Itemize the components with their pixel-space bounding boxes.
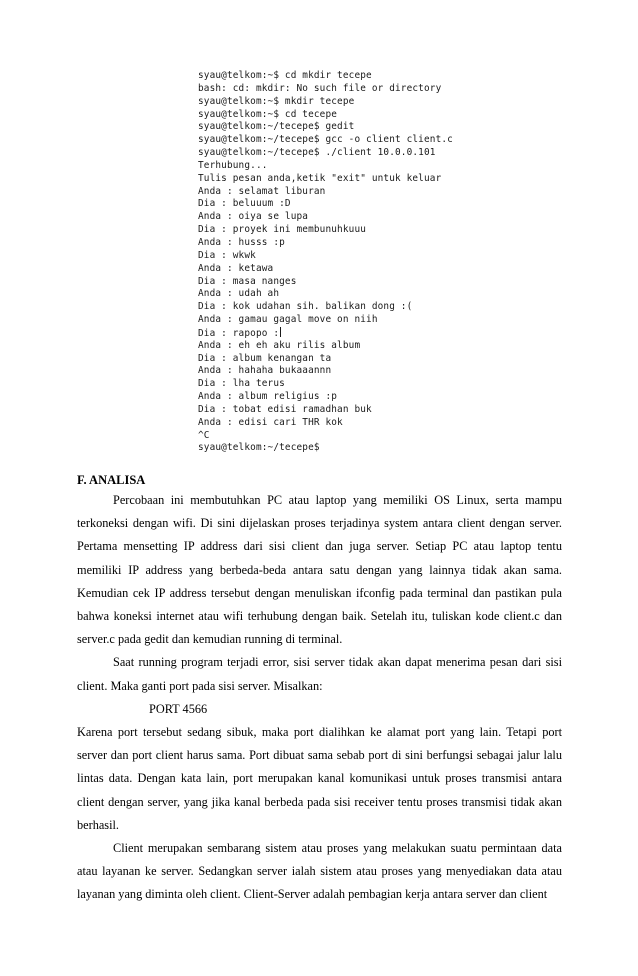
terminal-line: Tulis pesan anda,ketik "exit" untuk keluar (198, 172, 442, 184)
terminal-line: Anda : gamau gagal move on niih (198, 314, 378, 326)
terminal-line: Anda : udah ah (198, 288, 280, 300)
terminal-line: bash: cd: mkdir: No such file or directory (198, 82, 442, 94)
terminal-line: Anda : ketawa (198, 262, 274, 274)
terminal-line: ^C (198, 429, 210, 441)
text-cursor (280, 327, 281, 337)
terminal-line: Dia : wkwk (198, 249, 256, 261)
terminal-line: Dia : tobat edisi ramadhan buk (198, 403, 372, 415)
terminal-line: syau@telkom:~/tecepe$ (198, 442, 320, 454)
terminal-line: syau@telkom:~/tecepe$ ./client 10.0.0.101 (198, 147, 436, 159)
terminal-line: Dia : rapopo : (198, 327, 280, 339)
terminal-line: Anda : oiya se lupa (198, 211, 309, 223)
terminal-line: Anda : eh eh aku rilis album (198, 339, 361, 351)
terminal-line: Dia : lha terus (198, 378, 285, 390)
terminal-line: syau@telkom:~/tecepe$ gcc -o client client.c (198, 134, 453, 146)
terminal-line: Anda : selamat liburan (198, 185, 326, 197)
section-body (77, 489, 562, 907)
terminal-line: Anda : husss :p (198, 236, 285, 248)
port-example: PORT 4566 (149, 701, 208, 716)
section-heading: F. ANALISA (77, 473, 146, 487)
terminal-line: Dia : masa nanges (198, 275, 297, 287)
terminal-line: syau@telkom:~$ mkdir tecepe (198, 95, 355, 107)
terminal-line: Anda : hahaha bukaaannn (198, 365, 332, 377)
terminal-line: Anda : edisi cari THR kok (198, 416, 343, 428)
paragraph-4: Client merupakan sembarang sistem atau proses yang melakukan suatu permintaan data atau layanan ke server. Sedangkan server ialah sistem atau proses yang menyediakan data atau layanan yang diminta oleh client. Client-Server adalah pembagian kerja antara server dan client (77, 841, 562, 902)
terminal-line: Dia : album kenangan ta (198, 352, 332, 364)
terminal-line: Dia : beluuum :D (198, 198, 291, 210)
terminal-line: Terhubung... (198, 159, 268, 171)
terminal-line: Anda : album religius :p (198, 391, 338, 403)
terminal-line: syau@telkom:~$ cd mkdir tecepe (198, 70, 372, 81)
terminal-line: Dia : proyek ini membunuhkuuu (198, 224, 367, 236)
terminal-line: Dia : kok udahan sih. balikan dong :( (198, 301, 413, 313)
paragraph-1: Percobaan ini membutuhkan PC atau laptop yang memiliki OS Linux, serta mampu terkoneksi dengan wifi. Di sini dijelaskan proses terjadinya system antara client dengan server. Pertama mensetting IP address dari sisi client dan juga server. Setiap PC atau laptop tentu memiliki IP address yang berbeda-beda antara satu dengan yang lainnya tidak akan sama. Kemudian cek IP address tersebut dengan menuliskan ifconfig pada terminal dan pastikan pula bahwa koneksi internet atau wifi terhubung dengan baik. Setelah itu, tuliskan kode client.c dan server.c pada gedit dan kemudian running di terminal. (77, 493, 562, 647)
paragraph-3: Karena port tersebut sedang sibuk, maka port dialihkan ke alamat port yang lain. Tetapi port server dan port client harus sama. Port dibuat sama sebab port di sini berfungsi sebagai jalur lalu lintas data. Dengan kata lain, port merupakan kanal komunikasi untuk proses transmisi antara client dengan server, yang jika kanal berbeda pada sisi receiver tentu proses transmisi tidak akan berhasil. (77, 725, 562, 832)
paragraph-2: Saat running program terjadi error, sisi server tidak akan dapat menerima pesan dari sisi client. Maka ganti port pada sisi server. Misalkan: (77, 655, 562, 693)
terminal-screenshot (198, 70, 498, 455)
terminal-line: syau@telkom:~$ cd tecepe (198, 108, 338, 120)
terminal-line: syau@telkom:~/tecepe$ gedit (198, 121, 355, 133)
